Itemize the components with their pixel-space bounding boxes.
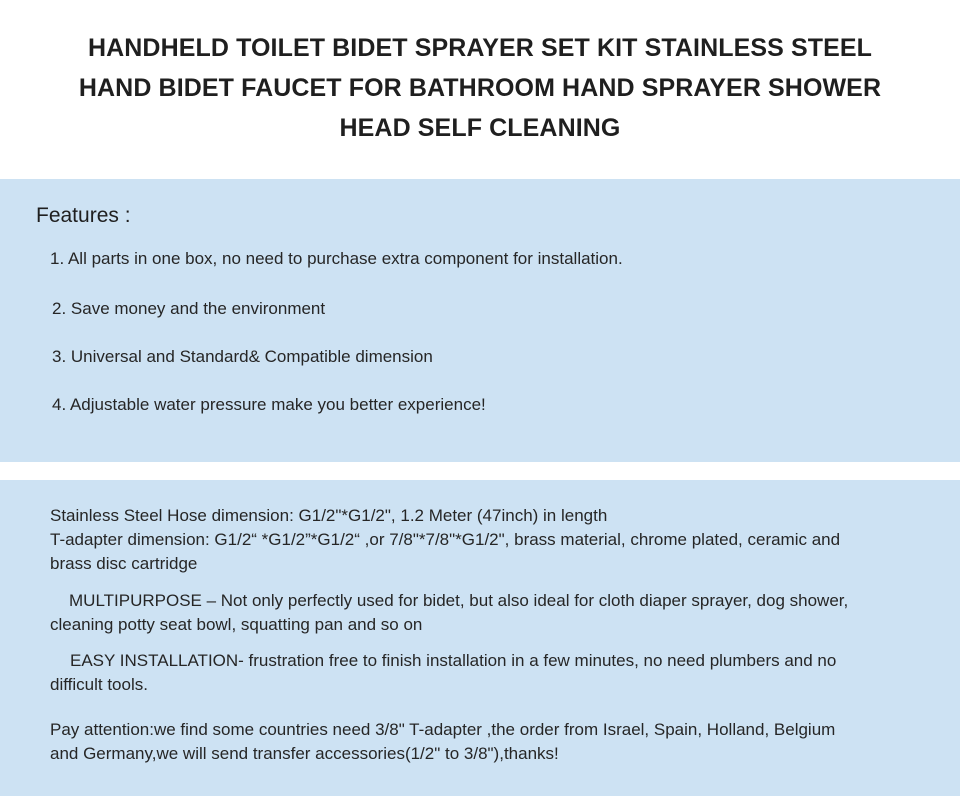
feature-item: 4. Adjustable water pressure make you better experience! (52, 395, 486, 414)
easy-installation-text-cont: difficult tools. (50, 675, 148, 694)
hose-dimension-text: Stainless Steel Hose dimension: G1/2"*G1/2", 1.2 Meter (47inch) in length (50, 506, 608, 525)
title-section (0, 0, 960, 179)
product-title-line-3: HEAD SELF CLEANING (339, 114, 621, 142)
attention-note-text: Pay attention:we find some countries need 3/8" T-adapter ,the order from Israel, Spain, Holland, Belgium (50, 720, 836, 739)
attention-note-text-cont: and Germany,we will send transfer accessories(1/2" to 3/8"),thanks! (50, 744, 559, 763)
t-adapter-dimension-text: T-adapter dimension: G1/2“ *G1/2”*G1/2“ ,or 7/8"*7/8"*G1/2", brass material, chrome plated, ceramic and (50, 530, 841, 549)
multipurpose-text-cont: cleaning potty seat bowl, squatting pan and so on (50, 615, 423, 634)
feature-item: 2. Save money and the environment (52, 299, 326, 318)
easy-installation-text: EASY INSTALLATION- frustration free to finish installation in a few minutes, no need plumbers and no (70, 651, 837, 670)
t-adapter-dimension-text-cont: brass disc cartridge (50, 554, 198, 573)
product-title-line-2: HAND BIDET FAUCET FOR BATHROOM HAND SPRAYER SHOWER (78, 74, 882, 102)
feature-item: 3. Universal and Standard& Compatible dimension (52, 347, 433, 366)
features-heading: Features : (36, 204, 131, 227)
multipurpose-text: MULTIPURPOSE – Not only perfectly used for bidet, but also ideal for cloth diaper sprayer, dog shower, (69, 591, 849, 610)
product-title-line-1: HANDHELD TOILET BIDET SPRAYER SET KIT STAINLESS STEEL (87, 34, 873, 62)
feature-item: 1. All parts in one box, no need to purchase extra component for installation. (50, 249, 623, 268)
features-panel (0, 179, 960, 462)
